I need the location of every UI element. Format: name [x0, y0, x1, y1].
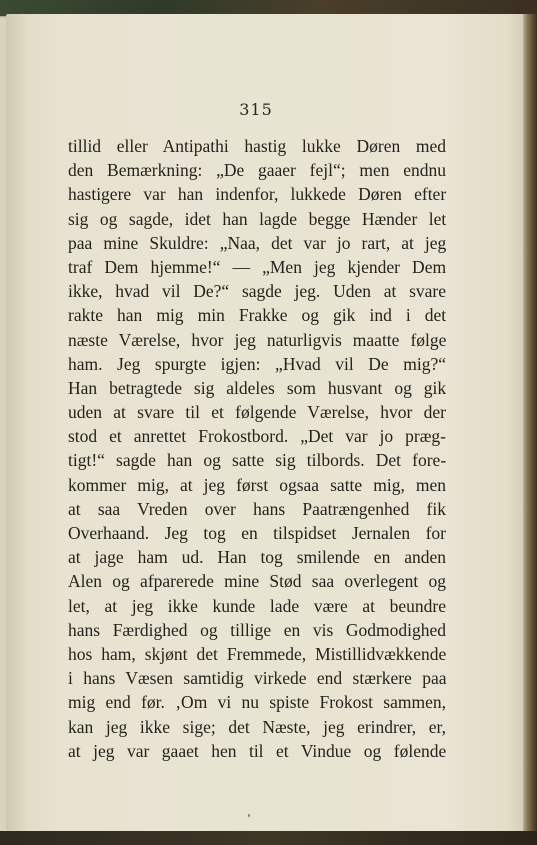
- text-line: ham. Jeg spurgte igjen: „Hvad vil De mig?“: [68, 353, 446, 374]
- text-line: hastigere var han indenfor, lukkede Døren efter: [68, 184, 447, 205]
- text-line: paa mine Skuldre: „Naa, det var jo rart, at jeg: [68, 232, 447, 253]
- text-line: at saa Vreden over hans Paatrængenhed fik: [68, 498, 446, 519]
- text-line: tillid eller Antipathi hastig lukke Døren med: [68, 136, 447, 156]
- text-line: kommer mig, at jeg først ogsaa satte mig, men: [68, 474, 446, 495]
- text-line: rakte han mig min Frakke og gik ind i det: [68, 305, 447, 326]
- text-line: tigt!“ sagde han og satte sig tilbords. Det fore-: [68, 450, 447, 471]
- text-line: i hans Væsen samtidig virkede end stærkere paa: [68, 668, 447, 689]
- text-line: at jeg var gaaet hen til et Vindue og følende: [68, 740, 447, 761]
- text-line: stod et anrettet Frokostbord. „Det var jo præg-: [68, 426, 446, 447]
- text-line: traf Dem hjemme!“ — „Men jeg kjender Dem: [68, 256, 447, 277]
- book-cover-bottom-edge: [0, 831, 537, 845]
- text-line: at jage ham ud. Han tog smilende en anden: [68, 547, 446, 568]
- book-fore-edge: [523, 14, 537, 831]
- text-line: den Bemærkning: „De gaaer fejl“; men endnu: [68, 160, 446, 181]
- text-line: uden at svare til et følgende Værelse, hvor der: [68, 402, 446, 423]
- text-line: Alen og afparerede mine Stød saa overlegent og: [68, 571, 446, 592]
- text-line: ikke, hvad vil De?“ sagde jeg. Uden at svare: [68, 281, 447, 302]
- page-number: 315: [239, 100, 273, 119]
- text-line: kan jeg ikke sige; det Næste, jeg erindrer, er,: [68, 716, 447, 737]
- book-page: [6, 14, 524, 831]
- text-line: Overhaand. Jeg tog en tilspidset Jernalen for: [68, 523, 446, 543]
- text-line: hans Færdighed og tillige en vis Godmodighed: [68, 619, 446, 640]
- text-line: Han betragtede sig aldeles som husvant og gik: [68, 377, 447, 398]
- text-line: sig og sagde, idet han lagde begge Hænder let: [68, 208, 447, 229]
- paper-speck: [248, 814, 250, 817]
- text-line: næste Værelse, hvor jeg naturligvis maatte følge: [68, 329, 447, 350]
- text-line: hos ham, skjønt det Fremmede, Mistillidvækkende: [68, 643, 447, 664]
- page-body-text: [68, 134, 446, 763]
- text-line: let, at jeg ikke kunde lade være at beundre: [68, 595, 446, 616]
- text-line: mig end før. ‚Om vi nu spiste Frokost sammen,: [68, 692, 446, 713]
